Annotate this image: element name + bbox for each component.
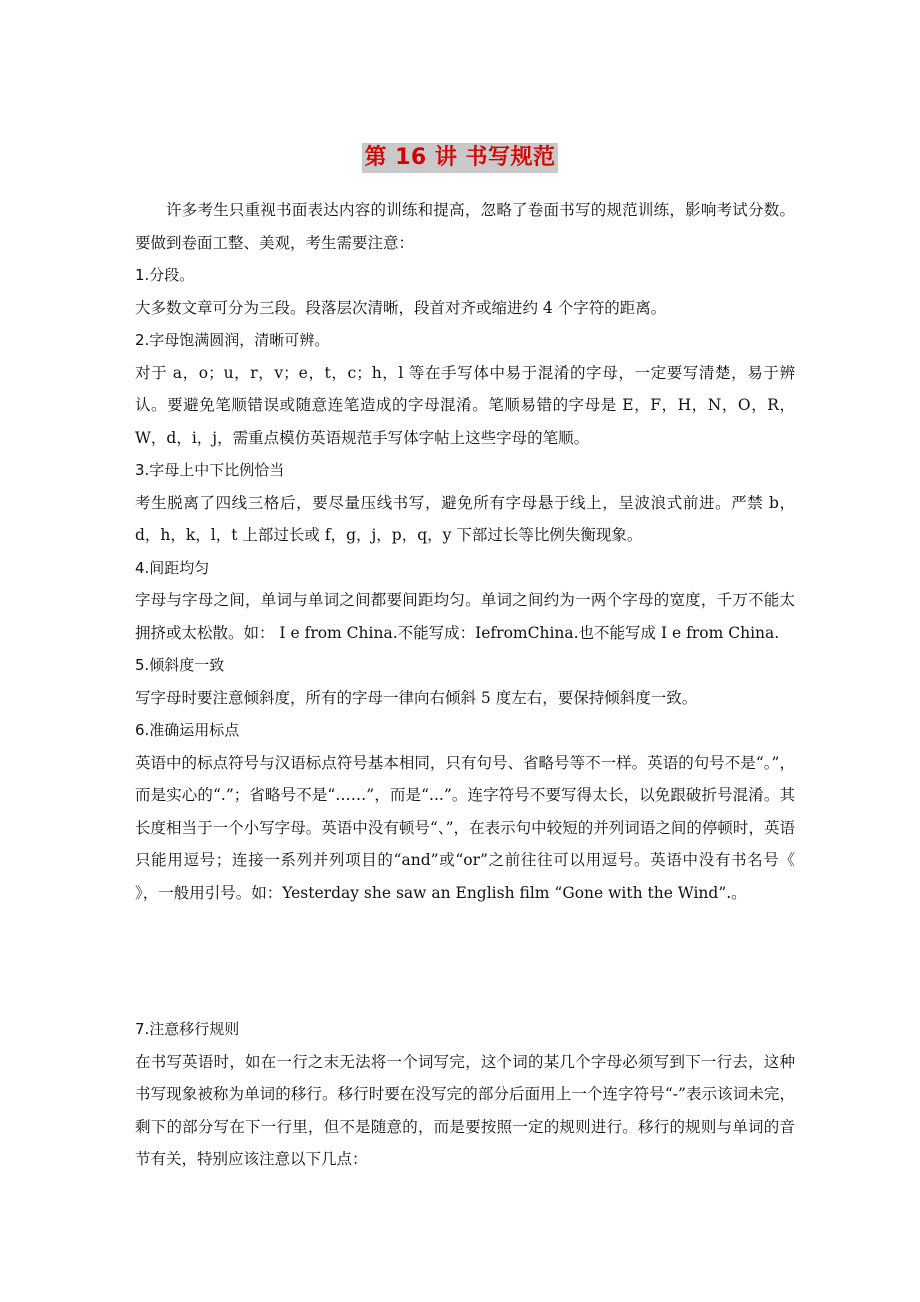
- intro-paragraph: 许多考生只重视书面表达内容的训练和提高，忽略了卷面书写的规范训练，影响考试分数。要做到卷面工整、美观，考生需要注意：: [135, 201, 795, 252]
- section-body-4: 字母与字母之间，单词与单词之间都要间距均匀。单词之间约为一两个字母的宽度，千万不能太拥挤或太松散。如： I e from China.不能写成：IefromChina.也不能写成 I e from China.: [135, 591, 795, 642]
- section-body-2: 对于 a，o；u，r，v；e，t，c；h，l 等在手写体中易于混淆的字母，一定要写清楚，易于辨认。要避免笔顺错误或随意连笔造成的字母混淆。笔顺易错的字母是 E，F，H，N，O，R，W，d，i，j，需重点模仿英语规范手写体字帖上这些字母的笔顺。: [135, 363, 795, 447]
- section-heading-6: 6.准确运用标点: [135, 721, 240, 739]
- page-title: 第 16 讲 书写规范: [362, 143, 557, 173]
- section-heading-1: 1.分段。: [135, 266, 195, 284]
- title-container: [0, 143, 920, 173]
- section-heading-4: 4.间距均匀: [135, 558, 210, 577]
- section-heading-2: 2.字母饱满圆润，清晰可辨。: [135, 331, 330, 349]
- content-block-main: [135, 194, 795, 909]
- section-body-6: 英语中的标点符号与汉语标点符号基本相同，只有句号、省略号等不一样。英语的句号不是“。”，而是实心的“.”；省略号不是“……”，而是“...”。连字符号不要写得太长，以免跟破折号混淆。其长度相当于一个小写字母。英语中没有顿号“、”，在表示句中较短的并列词语之间的停顿时，英语只能用逗号；连接一系列并列项目的“and”或“or”之前往往可以用逗号。英语中没有书名号《 》，一般用引号。如：Yesterday she saw an English film “Gone with the Wind”.。: [135, 753, 795, 902]
- section-body-1: 大多数文章可分为三段。段落层次清晰，段首对齐或缩进约 4 个字符的距离。: [135, 298, 667, 317]
- section-heading-5: 5.倾斜度一致: [135, 656, 225, 674]
- section-heading-7: 7.注意移行规则: [135, 1020, 240, 1038]
- section-body-5: 写字母时要注意倾斜度，所有的字母一律向右倾斜 5 度左右，要保持倾斜度一致。: [135, 688, 698, 707]
- section-heading-3: 3.字母上中下比例恰当: [135, 461, 285, 479]
- section-body-7: 在书写英语时，如在一行之末无法将一个词写完，这个词的某几个字母必须写到下一行去，这种书写现象被称为单词的移行。移行时要在没写完的部分后面用上一个连字符号“-”表示该词未完，剩下的部分写在下一行里，但不是随意的，而是要按照一定的规则进行。移行的规则与单词的音节有关，特别应该注意以下几点：: [135, 1052, 795, 1168]
- content-block-continued: [135, 1013, 795, 1176]
- section-body-3: 考生脱离了四线三格后，要尽量压线书写，避免所有字母悬于线上，呈波浪式前进。严禁 b，d，h，k，l，t 上部过长或 f，g，j，p，q，y 下部过长等比例失衡现象。: [135, 493, 795, 544]
